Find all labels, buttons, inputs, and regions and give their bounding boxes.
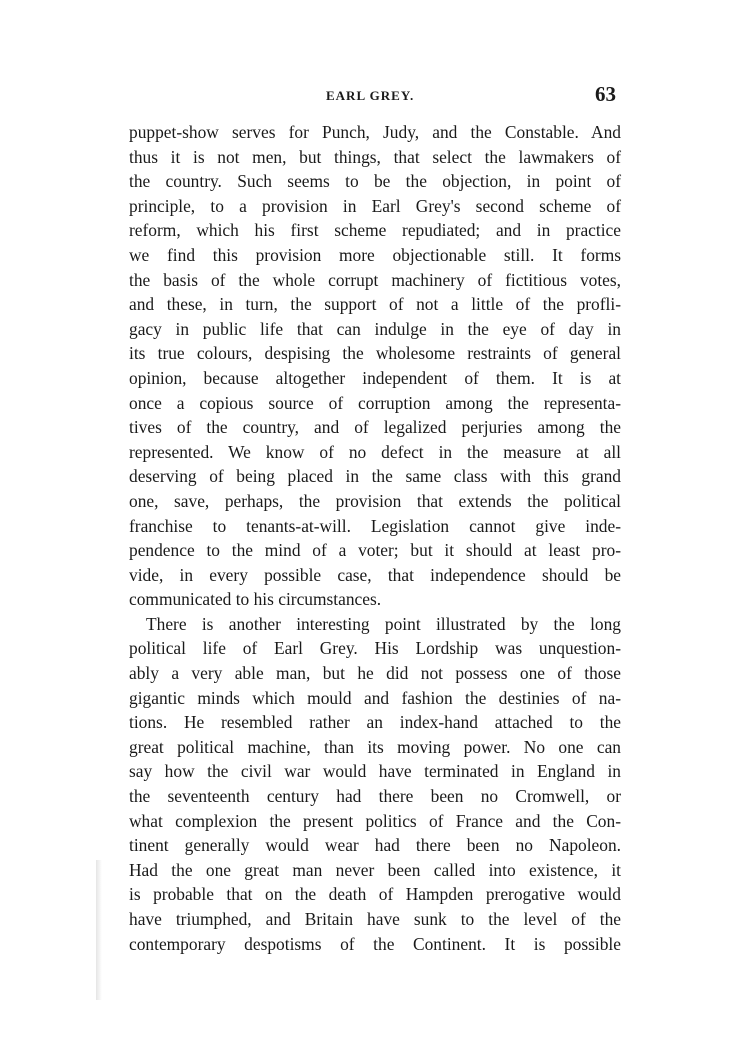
text-line: opinion, because altogether independent of them. It is at: [129, 367, 621, 388]
text-line: tinent generally would wear had there been no Napoleon.: [129, 835, 621, 856]
text-line: the country. Such seems to be the objection, in point of: [129, 171, 621, 192]
text-line: deserving of being placed in the same class with this grand: [129, 466, 621, 487]
text-line: reform, which his first scheme repudiated; and in practice: [129, 220, 621, 241]
text-line: tives of the country, and of legalized perjuries among the: [129, 417, 621, 438]
text-line: pendence to the mind of a voter; but it should at least pro-: [129, 540, 621, 561]
text-line: one, save, perhaps, the provision that extends the political: [129, 490, 621, 511]
text-line: vide, in every possible case, that independence should be: [129, 564, 621, 585]
text-line: principle, to a provision in Earl Grey's second scheme of: [129, 195, 621, 216]
text-line: tions. He resembled rather an index-hand attached to the: [129, 712, 621, 733]
text-line: we find this provision more objectionable still. It forms: [129, 244, 621, 265]
text-line: Had the one great man never been called into existence, it: [129, 859, 621, 880]
text-line: gacy in public life that can indulge in the eye of day in: [129, 318, 621, 339]
paragraph-first-line: There is another interesting point illustrated by the long: [146, 613, 621, 634]
running-title: EARL GREY.: [326, 88, 415, 103]
text-line: ably a very able man, but he did not possess one of those: [129, 663, 621, 684]
binding-shadow: [96, 860, 102, 1000]
text-line: political life of Earl Grey. His Lordship was unquestion-: [129, 638, 621, 659]
body-text: [129, 120, 621, 956]
text-line: and these, in turn, the support of not a little of the profli-: [129, 294, 621, 315]
text-line: puppet-show serves for Punch, Judy, and the Constable. And: [129, 122, 621, 142]
text-line: thus it is not men, but things, that select the lawmakers of: [129, 146, 621, 167]
running-head: [0, 82, 750, 116]
text-line: gigantic minds which mould and fashion the destinies of na-: [129, 687, 621, 708]
text-line: contemporary despotisms of the Continent. It is possible: [129, 933, 621, 954]
text-line: the seventeenth century had there been no Cromwell, or: [129, 786, 621, 807]
page-number: 63: [595, 82, 616, 106]
text-line: what complexion the present politics of France and the Con-: [129, 810, 621, 831]
paragraph-last-line: communicated to his circumstances.: [129, 589, 382, 610]
text-line: represented. We know of no defect in the measure at all: [129, 441, 621, 462]
text-line: the basis of the whole corrupt machinery of fictitious votes,: [129, 269, 621, 290]
text-line: franchise to tenants-at-will. Legislation cannot give inde-: [129, 515, 621, 536]
text-line: say how the civil war would have terminated in England in: [129, 761, 621, 782]
text-line: is probable that on the death of Hampden prerogative would: [129, 884, 621, 905]
text-line: great political machine, than its moving power. No one can: [129, 736, 621, 757]
text-line: once a copious source of corruption among the representa-: [129, 392, 621, 413]
text-line: have triumphed, and Britain have sunk to the level of the: [129, 909, 621, 929]
text-line: its true colours, despising the wholesome restraints of general: [129, 343, 621, 364]
